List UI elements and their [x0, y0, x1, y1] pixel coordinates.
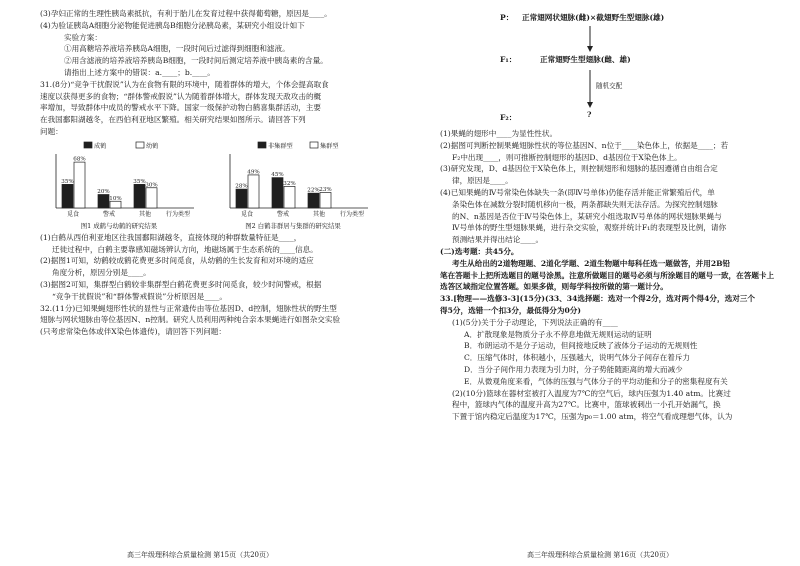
q30-4-step1: ①用高糖培养液培养胰岛A细胞，一段时间后过滤得到细胞和滤液。 [64, 44, 290, 54]
q33-option-a: A．扩散现象是物质分子永不停息地做无规则运动的证明 [464, 329, 652, 339]
q31-3a: (3)据图2可知，集群型白鹤较非集群型白鹤花费更多时间觅食，较少时间警戒，根据 [40, 279, 322, 289]
chart-2 [214, 140, 372, 220]
q32-3a: (3)研究发现，D、d基因位于X染色体上，则控制翅形和翅脉的基因遵循自由组合定 [440, 164, 718, 174]
chart1-data-label-2-1: 30% [145, 182, 158, 189]
chart1-bar-2-1 [146, 188, 157, 208]
chart1-legend-label-0: 成鹤 [94, 142, 107, 150]
q31-1a: (1)白鹤从西伯利亚地区往我国鄱阳湖越冬，直接体现的种群数量特征是____， [40, 232, 302, 242]
q31-2a: (2)据图1可知，幼鹤较成鹤花费更多时间觅食，从幼鹤的生长发育和对环境的适应 [40, 256, 314, 266]
chart1-data-label-2-0: 35% [133, 178, 146, 185]
chart1-bar-0-0 [62, 184, 73, 208]
q32-2a: (2)据图可判断控制果蝇翅脉性状的等位基因N、n位于____染色体上，依据是____；若 [440, 140, 729, 150]
chart2-data-label-1-1: 32% [283, 180, 296, 187]
q31-stem-5: 问题： [40, 126, 63, 136]
chart2-data-label-2-0: 22% [307, 187, 320, 194]
q33-option-b: B．布朗运动不是分子运动，但间接地反映了液体分子运动的无规则性 [464, 341, 698, 351]
q32-4e: 预测结果并得出结论____。 [452, 235, 544, 245]
instructions-3: 选答区域指定位置答题。如果多做，则每学科按所做的第一题计分。 [440, 282, 668, 292]
q33-option-c: C．压缩气体时，体积越小，压强越大，说明气体分子间存在着斥力 [464, 353, 691, 363]
q30-4-question: 请指出上述方案中的错误：a.____；b.____。 [64, 67, 215, 77]
q32-4d: Ⅳ号单体的野生型翅脉果蝇，进行杂交实验，观察并统计F₁的表现型及比例，请你 [452, 223, 727, 233]
q31-stem-1: 31.(8分)“竞争干扰假说”认为在食物有限的环境中，随着群体的增大，个体会提高取食 [40, 79, 329, 89]
page-footer-left: 高三年级理科综合质量检测 第15页（共20页） [126, 551, 274, 559]
cross-diagram [440, 8, 786, 126]
q31-stem-3: 率增加，导致群体中成员的警戒水平下降。国家一级保护动物白鹤喜集群活动，主要 [40, 103, 321, 113]
cross-mate: 随机交配 [596, 82, 623, 90]
chart1-legend-swatch-1 [136, 142, 144, 148]
q32-2b: F₂中出现____，则可推断控制翅形的基因D、d基因位于X染色体上。 [452, 152, 682, 162]
chart2-data-label-1-0: 45% [271, 171, 284, 178]
chart2-tick-label-2: 其他 [312, 210, 326, 218]
q30-4-plan-label: 实验方案： [64, 32, 102, 42]
chart2-tick-label-0: 觅食 [240, 210, 254, 218]
q32-3b: 律，原因是____。 [452, 176, 513, 186]
chart2-bar-2-1 [320, 192, 331, 208]
chart1-data-label-1-1: 10% [109, 195, 122, 202]
q32-stem-2: 翅脉与网状翅脉由等位基因N、n控制。研究人员利用两种纯合亲本果蝇进行如图杂交实验 [40, 315, 341, 325]
chart1-legend-swatch-0 [84, 142, 92, 148]
chart1-tick-label-2: 其他 [138, 210, 152, 218]
q31-3b: “竞争干扰假说”和“群体警戒假说”分析原因是____。 [52, 291, 227, 301]
q32-4a: (4)已知果蝇的Ⅳ号常染色体缺失一条(即Ⅳ号单体)仍能存活并能正常繁殖后代，单 [440, 187, 715, 197]
instructions-2: 笔在答题卡上把所选题目的题号涂黑。注意所做题目的题号必须与所涂题目的题号一致，在答题卡上 [440, 270, 775, 280]
cross-f1: 正常翅野生型翅脉(雌、雄) [540, 55, 631, 64]
cross-f2-question: ? [587, 110, 592, 119]
q32-1: (1)果蝇的翅形中____为显性性状。 [440, 129, 558, 138]
figure-1-caption: 图1 成鹤与幼鹤的研究结果 [80, 221, 158, 230]
chart1-bar-1-1 [110, 201, 121, 208]
chart1-data-label-0-0: 35% [61, 178, 74, 185]
figure-2-caption: 图2 白鹤非群居与集群的研究结果 [245, 221, 341, 230]
q32-4c: 的N、n基因是否位于Ⅳ号染色体上，某研究小组选取Ⅳ号单体的网状翅脉果蝇与 [452, 211, 722, 221]
q33-2c: 下置于馆内稳定后温度为17℃，压强为p₀＝1.00 atm，将空气看成理想气体，认为 [452, 412, 733, 422]
q31-stem-2: 速度以获得更多的食物；“群体警戒假说”认为随着群体增大，群体发现天敌攻击的概 [40, 91, 322, 101]
q33-option-d: D．当分子间作用力表现为引力时，分子势能随距离的增大而减少 [464, 364, 683, 374]
figures [40, 140, 392, 230]
chart1-data-label-1-0: 20% [97, 188, 110, 195]
q30-4-step2: ②用含滤液的培养液培养胰岛B细胞，一段时间后测定培养液中胰岛素的含量。 [64, 56, 328, 66]
section-2-heading: (二)选考题：共45分。 [440, 246, 519, 256]
q32-stem-1: 32.(11分)已知果蝇翅形性状的显性与正常遗传由等位基因D、d控制，翅脉性状的野生型 [40, 303, 337, 313]
chart2-data-label-0-1: 49% [247, 169, 260, 176]
chart2-bar-2-0 [308, 193, 319, 208]
chart2-legend-label-1: 集群型 [320, 142, 339, 150]
q33-2a: (2)(10分)篮球在器材室被打入温度为7℃的空气后，球内压强为1.40 atm。比赛过 [452, 388, 731, 398]
arrowhead-f1-f2 [587, 102, 593, 108]
chart2-tick-label-3: 行为类型 [339, 210, 365, 218]
chart2-legend-swatch-0 [258, 142, 266, 148]
page-footer-right: 高三年级理科综合质量检测 第16页（共20页） [526, 551, 674, 559]
chart1-tick-label-3: 行为类型 [165, 210, 191, 218]
chart2-bar-0-0 [236, 189, 247, 208]
chart1-bar-2-0 [134, 184, 145, 208]
q33-header-1: 33.[物理——选修3-3](15分)(33、34选择题：选对一个得2分，选对两个得4分，选对三个 [440, 294, 755, 304]
chart-1 [40, 140, 198, 220]
figure-1 [40, 140, 198, 230]
chart1-tick-label-1: 警戒 [102, 210, 116, 218]
figure-2 [214, 140, 372, 230]
q33-option-e: E．从微观角度来看，气体的压强与气体分子的平均动能和分子的密集程度有关 [464, 376, 728, 386]
q31-stem-4: 在我国鄱阳湖越冬，在西伯利亚地区繁殖。相关研究结果如图所示。请回答下列 [40, 115, 306, 125]
q32-4b: 条染色体在减数分裂时随机移向一极，两条都缺失则无法存活。为探究控制翅脉 [452, 199, 718, 209]
cross-p: 正常翅网状翅脉(雌)×截翅野生型翅脉(雄) [522, 13, 665, 22]
chart2-tick-label-1: 警戒 [276, 210, 290, 218]
chart1-bar-1-0 [98, 194, 109, 208]
q31-2b: 角度分析，原因分别是____。 [52, 268, 151, 278]
chart2-bar-1-1 [284, 186, 295, 208]
chart1-data-label-0-1: 68% [73, 156, 86, 163]
chart2-legend-label-0: 非集群型 [268, 142, 293, 150]
right-page [400, 0, 800, 566]
chart2-legend-swatch-1 [310, 142, 318, 148]
instructions-1: 考生从给出的2道物理题、2道化学题、2道生物题中每科任选一题做答，并用2B铅 [452, 258, 731, 268]
chart2-data-label-2-1: 23% [319, 186, 332, 193]
q32-stem-3: (只考虑常染色体或伴X染色体遗传)，请回答下列问题： [40, 327, 226, 337]
q30-4-intro: (4)为验证胰岛A细胞分泌物能促进胰岛B细胞分泌胰岛素，某研究小组设计如下 [40, 20, 305, 30]
cross-p-label: P： [500, 13, 514, 22]
chart1-bar-0-1 [74, 162, 85, 208]
chart1-tick-label-0: 觅食 [66, 210, 80, 218]
arrowhead-p-f1 [587, 46, 593, 52]
cross-f1-label: F₁： [500, 55, 517, 64]
q33-2b: 程中，篮球内气体的温度升高为27℃。比赛中，篮球被刺出一小孔开始漏气，换 [452, 400, 721, 410]
q33-1: (1)(5分)关于分子动理论，下列说法正确的有____ [452, 317, 618, 327]
q30-3: (3)孕妇正常的生理性胰岛素抵抗，有利于胎儿在发育过程中获得葡萄糖，原因是____。 [40, 9, 332, 18]
q31-1b: 迁徙过程中，白鹤主要靠感知磁场辨认方向，地磁场属于生态系统的____信息。 [52, 244, 318, 254]
chart2-bar-0-1 [248, 175, 259, 208]
q33-header-2: 得5分，选错一个扣3分，最低得分为0分) [440, 305, 581, 315]
chart2-data-label-0-0: 28% [235, 183, 248, 190]
cross-arrows [440, 8, 800, 126]
cross-f2-label: F₂： [500, 113, 517, 122]
chart1-legend-label-1: 幼鹤 [146, 142, 159, 150]
chart2-bar-1-0 [272, 177, 283, 207]
